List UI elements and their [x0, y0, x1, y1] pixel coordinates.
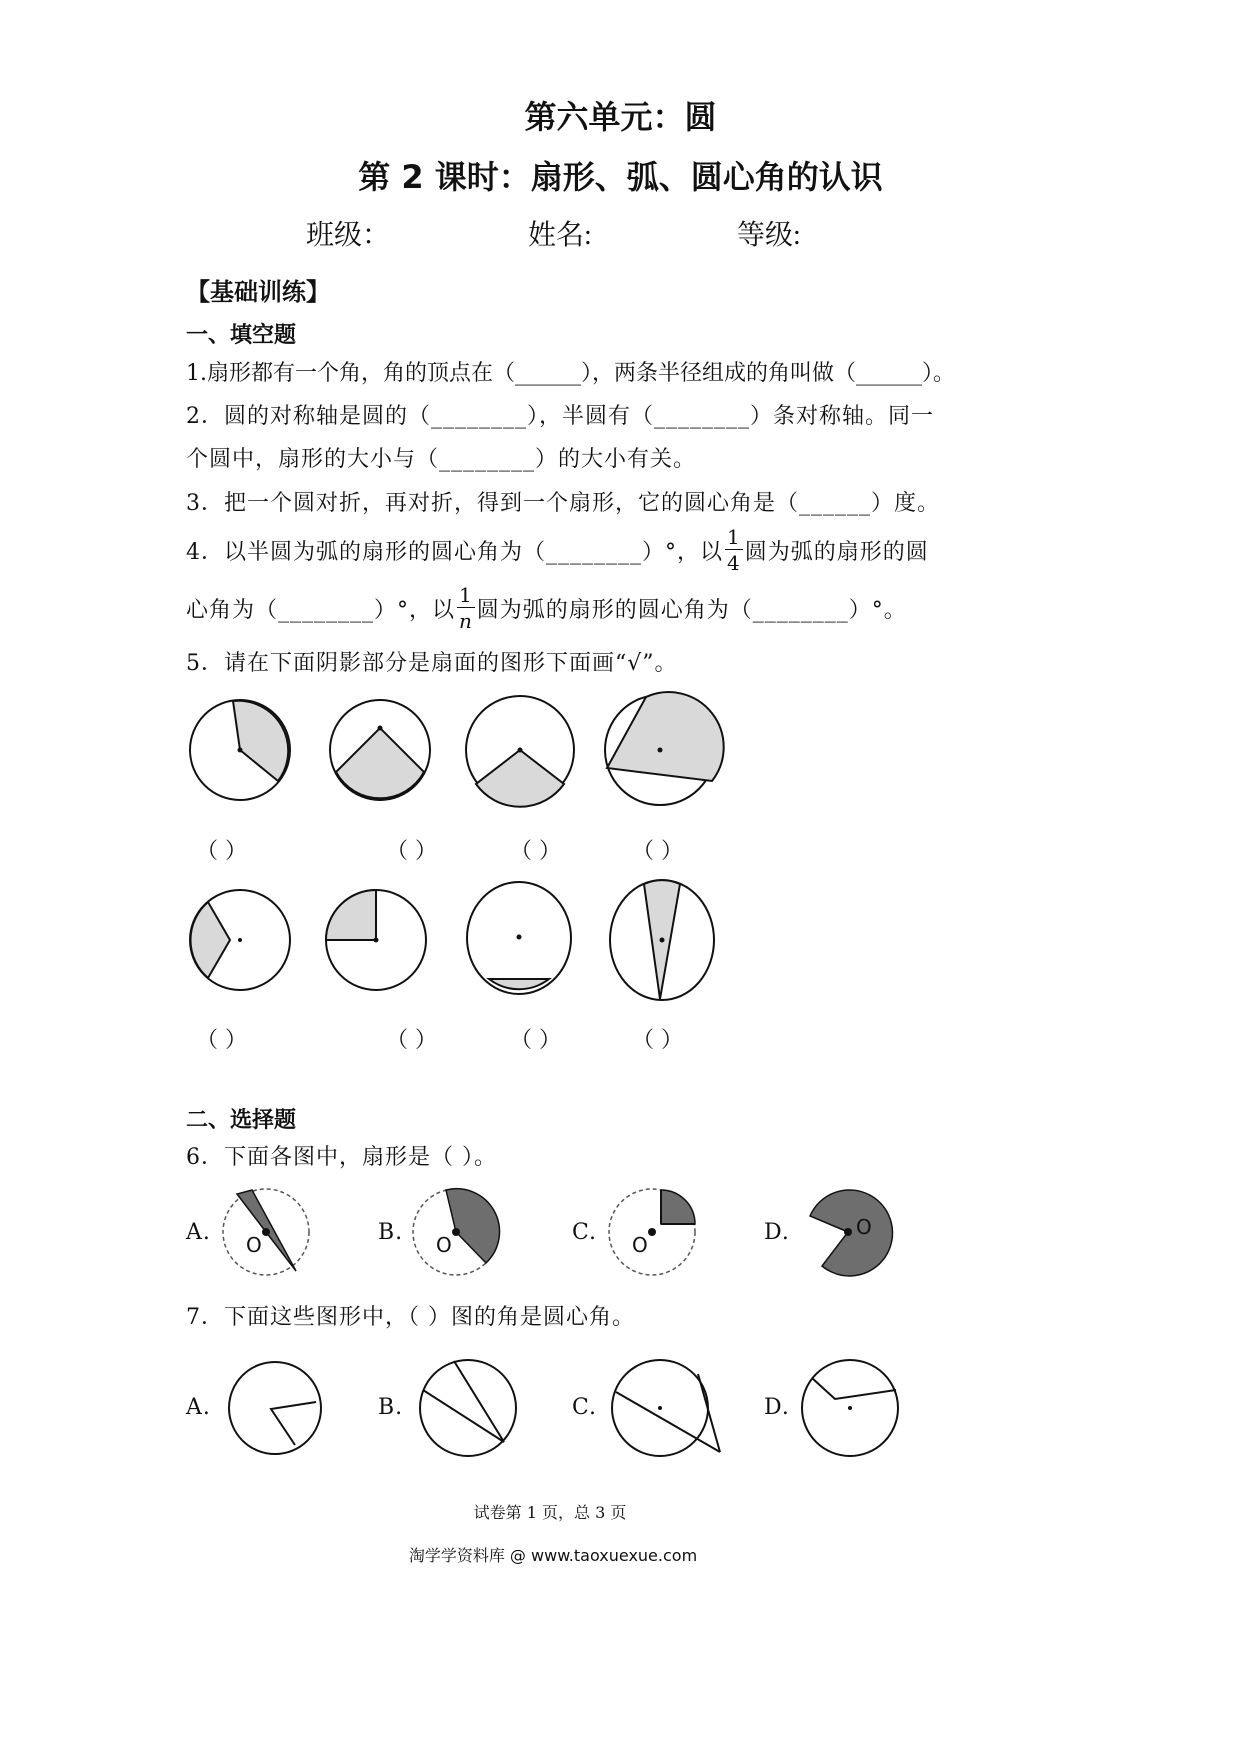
fig-7-bottom-segment [467, 882, 571, 994]
question-6-figures [210, 1180, 930, 1285]
answer-blank-4[interactable]: （ ） [632, 839, 683, 864]
q6-option-a-label[interactable]: A. [186, 1220, 211, 1245]
q7-figure-d [802, 1360, 898, 1456]
fig-4-segment [605, 692, 724, 805]
center-label: O [856, 1215, 872, 1239]
question-4-line1 [186, 526, 929, 574]
q7-figure-c [612, 1360, 720, 1456]
answer-blank-5[interactable]: （ ） [196, 1028, 247, 1053]
answer-blank-1[interactable]: （ ） [196, 839, 247, 864]
center-label: O [436, 1233, 452, 1257]
q6-figure-a [223, 1189, 309, 1275]
q6-figure-d [810, 1190, 893, 1276]
q6-figure-b [413, 1189, 500, 1275]
unit-title: 第六单元：圆 [524, 98, 717, 136]
answer-blank-2[interactable]: （ ） [386, 839, 437, 864]
fig-8-narrow-sector [610, 880, 714, 1000]
question-2-line2: 个圆中，扇形的大小与（________）的大小有关。 [186, 447, 697, 472]
q7-figure-a [229, 1362, 321, 1454]
fig-1-sector [190, 700, 290, 800]
fraction-denominator: n [458, 609, 473, 633]
question-7-figures [210, 1350, 930, 1470]
q7-figure-b [420, 1360, 516, 1456]
answer-blank-8[interactable]: （ ） [632, 1028, 683, 1053]
question-6: 6．下面各图中，扇形是（ ）。 [186, 1145, 497, 1170]
part1-heading: 一、填空题 [186, 323, 297, 348]
grade-label: 等级: [737, 220, 801, 251]
question-2-line1: 2．圆的对称轴是圆的（________），半圆有（________）条对称轴。同一 [186, 404, 934, 429]
lesson-title: 第 2 课时：扇形、弧、圆心角的认识 [358, 158, 883, 196]
q7-option-d-label[interactable]: D. [764, 1395, 790, 1420]
question-3: 3．把一个圆对折，再对折，得到一个扇形，它的圆心角是（______）度。 [186, 491, 940, 516]
q4-text-b: 圆为弧的扇形的圆 [744, 539, 929, 565]
page-number: 试卷第 1 页，总 3 页 [473, 1503, 627, 1522]
fig-2-triangle-shaded [330, 700, 430, 800]
q6-figure-c [609, 1189, 695, 1275]
fraction-denominator: 4 [727, 551, 741, 575]
q6-option-b-label[interactable]: B. [378, 1220, 404, 1245]
fraction-numerator: 1 [727, 525, 741, 549]
fraction-one-over-n [457, 585, 475, 631]
answer-blank-6[interactable]: （ ） [386, 1028, 437, 1053]
q4-text-a: 4．以半圆为弧的扇形的圆心角为（________）°，以 [186, 539, 723, 565]
name-label: 姓名: [528, 220, 592, 251]
q7-option-a-label[interactable]: A. [186, 1395, 211, 1420]
question-5: 5．请在下面阴影部分是扇面的图形下面画“√”。 [186, 651, 678, 676]
fig-5-sector [190, 890, 290, 990]
question-1: 1.扇形都有一个角，角的顶点在（______），两条半径组成的角叫做（______）。 [186, 361, 955, 386]
q6-option-c-label[interactable]: C. [572, 1220, 598, 1245]
class-label: 班级： [306, 220, 391, 251]
q4-text-d: 圆为弧的扇形的圆心角为（________）°。 [476, 597, 907, 623]
question-4-line2 [186, 584, 907, 632]
answer-blank-3[interactable]: （ ） [510, 839, 561, 864]
question-7: 7．下面这些图形中，（ ）图的角是圆心角。 [186, 1305, 635, 1330]
answer-blank-7[interactable]: （ ） [510, 1028, 561, 1053]
fraction-one-quarter [725, 527, 743, 573]
center-label: O [246, 1233, 262, 1257]
fig-3-sector [466, 696, 574, 807]
watermark: 淘学学资料库 @ www.taoxuexue.com [408, 1546, 698, 1565]
q7-option-c-label[interactable]: C. [572, 1395, 598, 1420]
part2-heading: 二、选择题 [186, 1108, 297, 1133]
q7-option-b-label[interactable]: B. [378, 1395, 404, 1420]
fraction-numerator: 1 [459, 583, 473, 607]
q6-option-d-label[interactable]: D. [764, 1220, 790, 1245]
fig-6-quarter-sector [326, 890, 426, 990]
section-basic-training: 【基础训练】 [186, 278, 330, 306]
center-label: O [632, 1233, 648, 1257]
q4-text-c: 心角为（________）°，以 [186, 597, 456, 623]
